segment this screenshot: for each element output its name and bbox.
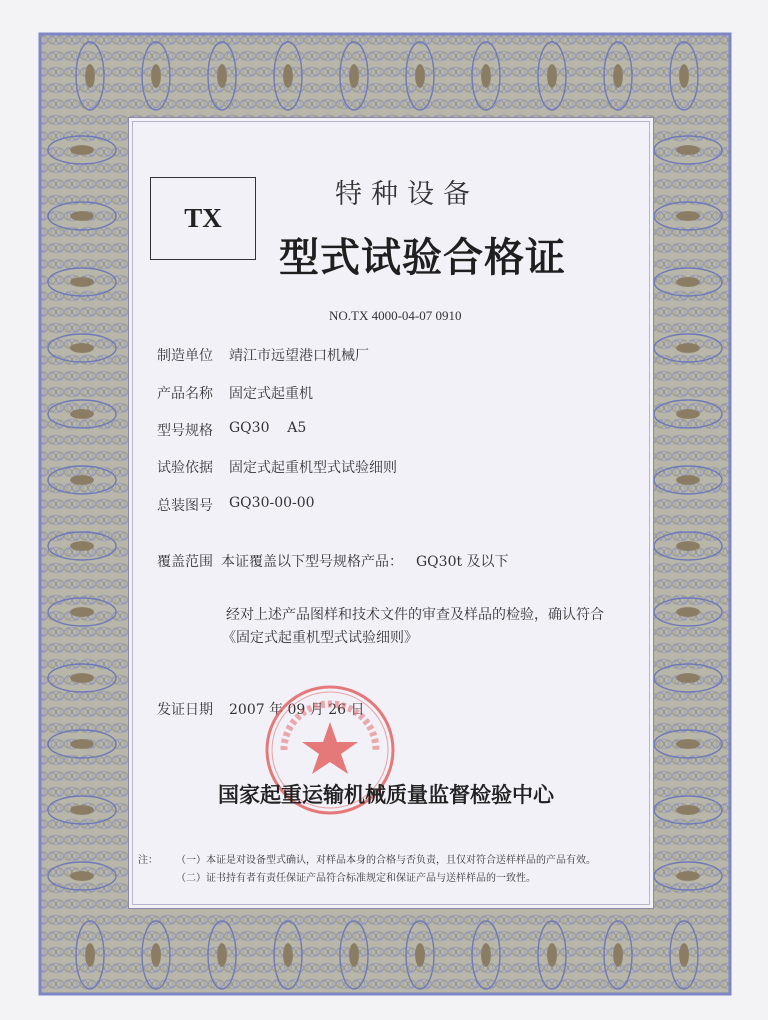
border-ornament-core [70, 541, 94, 551]
border-ornament-core [679, 64, 689, 88]
field-value-model: GQ30 A5 [229, 420, 307, 436]
border-ornament-core [70, 871, 94, 881]
border-ornament-core [70, 739, 94, 749]
border-ornament-core [217, 64, 227, 88]
border-ornament-core [481, 943, 491, 967]
border-ornament-core [70, 211, 94, 221]
border-ornament-core [70, 607, 94, 617]
border-ornament-core [415, 943, 425, 967]
border-ornament-core [676, 607, 700, 617]
coverage-models: GQ30t 及以下 [416, 554, 509, 570]
border-ornament-core [217, 943, 227, 967]
field-label-product-name: 产品名称 [157, 386, 213, 402]
field-label-manufacturer: 制造单位 [157, 348, 213, 364]
field-value-drawing-no: GQ30-00-00 [229, 495, 315, 511]
field-value-product-name: 固定式起重机 [229, 386, 313, 402]
border-ornament-core [676, 673, 700, 683]
field-label-model: 型号规格 [157, 423, 213, 439]
note-line-1: （一）本证是对设备型式确认，对样品本身的合格与否负责，且仅对符合送样样品的产品有效。 [176, 855, 596, 866]
border-ornament-core [676, 871, 700, 881]
border-ornament-core [676, 739, 700, 749]
border-ornament-core [676, 475, 700, 485]
certificate-subtitle: 特种设备 [335, 179, 479, 210]
border-ornament-core [70, 475, 94, 485]
border-ornament-core [151, 943, 161, 967]
field-label-test-basis: 试验依据 [157, 460, 213, 476]
border-ornament-core [676, 211, 700, 221]
border-ornament-core [70, 805, 94, 815]
border-ornament-core [613, 64, 623, 88]
note-line-2: （二）证书持有者有责任保证产品符合标准规定和保证产品与送样样品的一致性。 [176, 873, 536, 884]
border-ornament-core [70, 145, 94, 155]
statement-line-1: 经对上述产品图样和技术文件的审查及样品的检验，确认符合 [226, 607, 604, 623]
certificate-number: NO.TX 4000-04-07 0910 [329, 308, 462, 323]
border-ornament-core [349, 64, 359, 88]
border-ornament-core [547, 64, 557, 88]
notes-prefix: 注： [138, 855, 158, 866]
issue-date-value: 2007 年 09 月 26 日 [229, 702, 365, 718]
coverage-text: 本证覆盖以下型号规格产品： [221, 554, 403, 570]
border-ornament-core [676, 409, 700, 419]
border-ornament-core [613, 943, 623, 967]
border-ornament-core [151, 64, 161, 88]
coverage-label: 覆盖范围 [157, 554, 213, 570]
border-ornament-core [70, 343, 94, 353]
border-ornament-core [70, 673, 94, 683]
border-ornament-core [349, 943, 359, 967]
border-ornament-core [85, 943, 95, 967]
border-ornament-core [70, 277, 94, 287]
border-ornament-core [679, 943, 689, 967]
statement-line-2: 《固定式起重机型式试验细则》 [222, 630, 418, 646]
field-label-drawing-no: 总装图号 [157, 498, 213, 514]
border-ornament-core [85, 64, 95, 88]
border-ornament-core [283, 943, 293, 967]
border-ornament-core [415, 64, 425, 88]
border-ornament-core [70, 409, 94, 419]
field-value-manufacturer: 靖江市远望港口机械厂 [229, 348, 369, 364]
border-ornament-core [676, 805, 700, 815]
star-icon [302, 722, 358, 774]
border-ornament-core [676, 343, 700, 353]
border-ornament-core [547, 943, 557, 967]
certificate-title: 型式试验合格证 [279, 234, 566, 281]
issuing-organization: 国家起重运输机械质量监督检验中心 [218, 782, 554, 807]
border-ornament-core [676, 145, 700, 155]
field-value-test-basis: 固定式起重机型式试验细则 [229, 460, 397, 476]
border-ornament-core [283, 64, 293, 88]
border-ornament-core [481, 64, 491, 88]
certificate-code-box: TX [150, 177, 256, 260]
issue-date-label: 发证日期 [157, 702, 213, 718]
border-ornament-core [676, 277, 700, 287]
border-ornament-core [676, 541, 700, 551]
